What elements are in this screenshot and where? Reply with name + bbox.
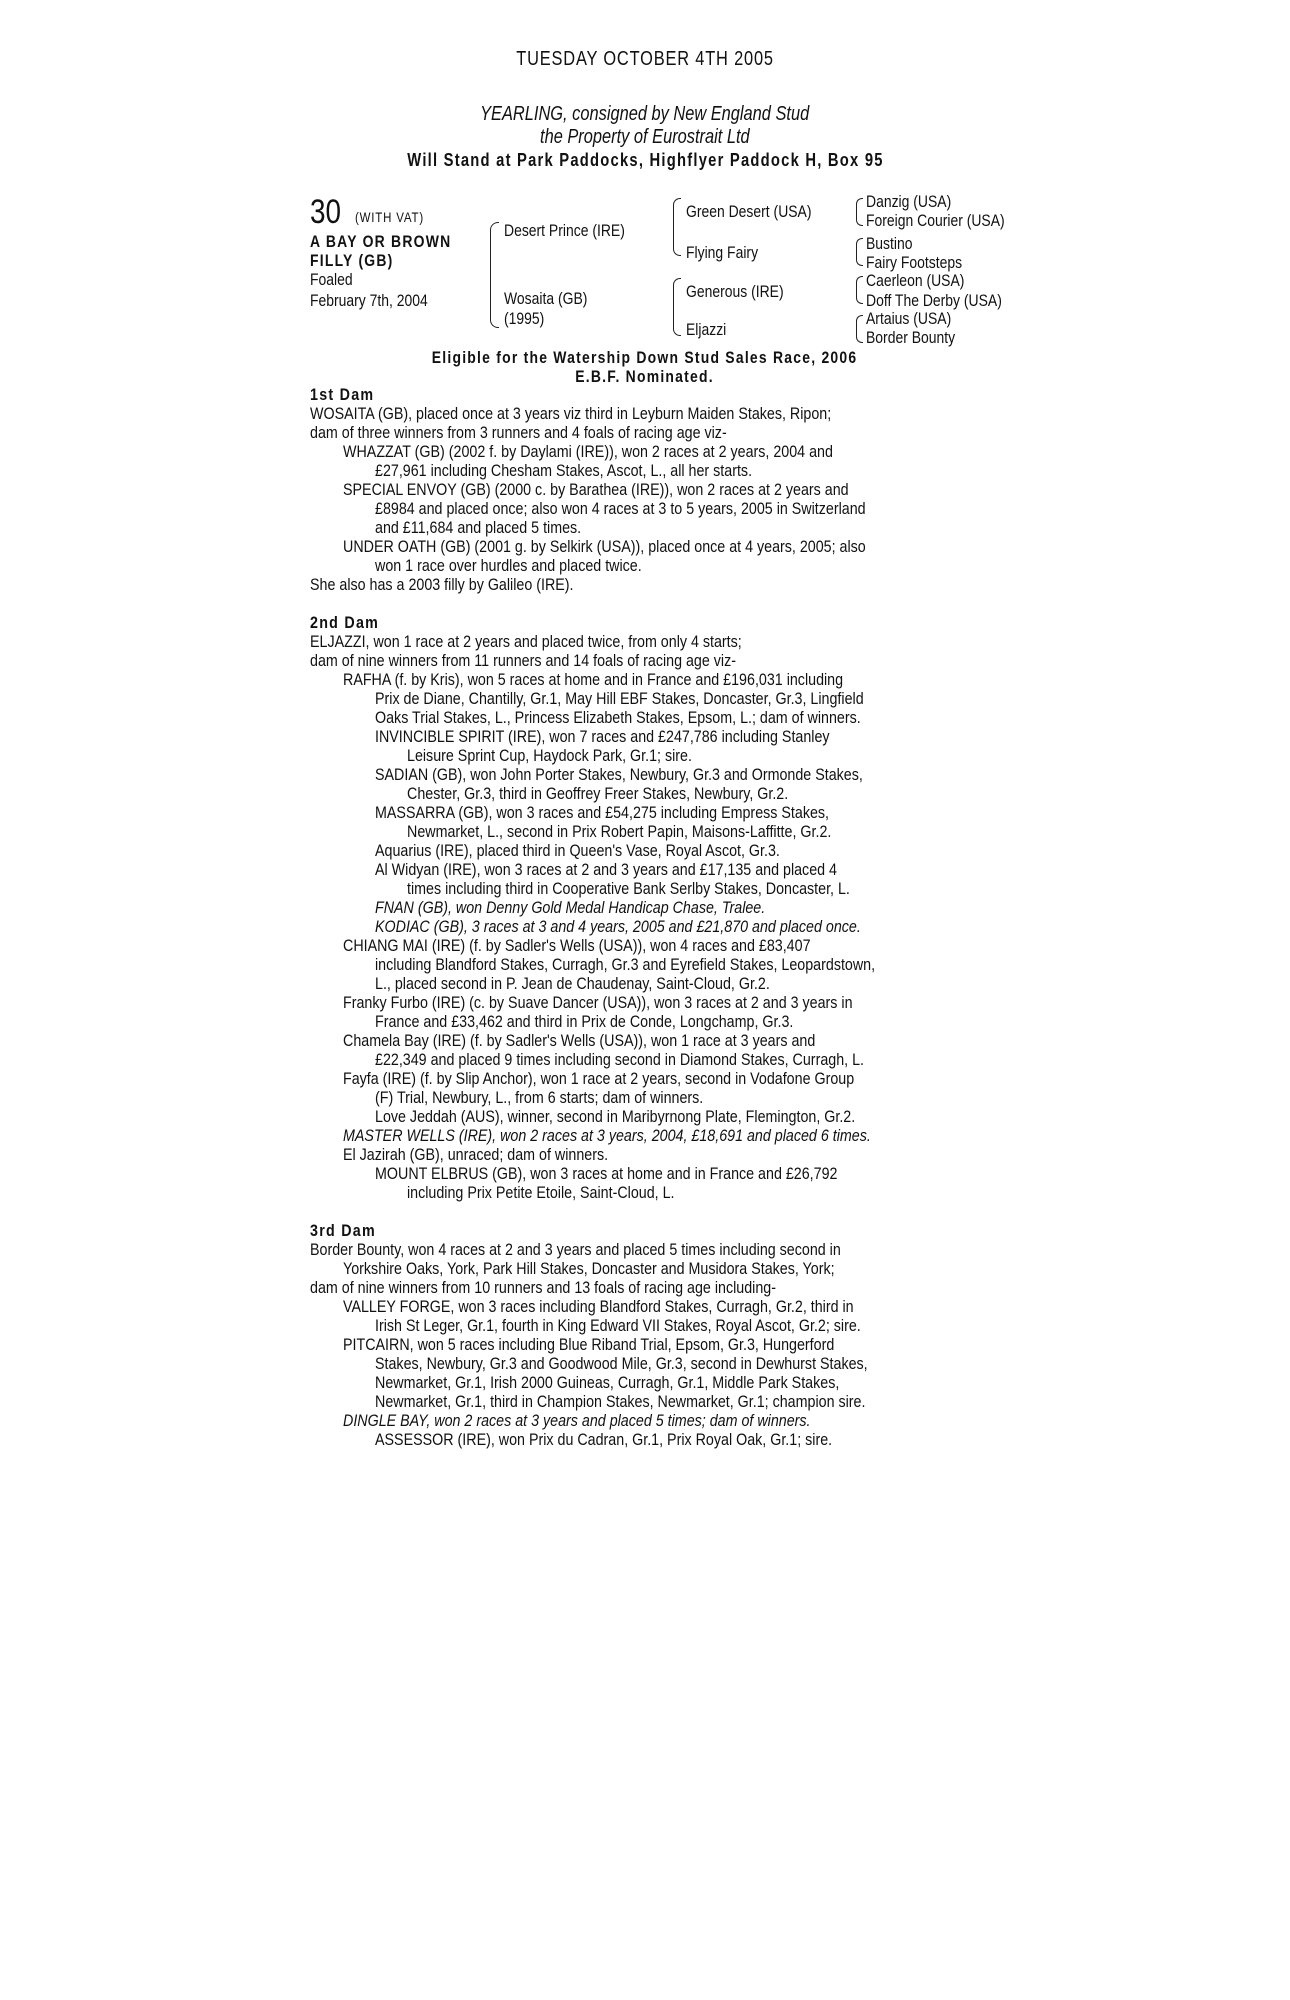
pedigree-g3-1: Danzig (USA) [866, 192, 952, 211]
dam3-line: Border Bounty, won 4 races at 2 and 3 years and placed 5 times including second in [310, 1240, 841, 1259]
stand-location: Will Stand at Park Paddocks, Highflyer Paddock H, Box 95 [406, 150, 884, 170]
pedigree-g3-5: Caerleon (USA) [866, 271, 965, 290]
dam2-line: including Prix Petite Etoile, Saint-Cloud, L. [407, 1183, 675, 1202]
pedigree-brace-dam [673, 278, 681, 336]
pedigree-brace-main [490, 222, 499, 328]
foaled-date: February 7th, 2004 [310, 291, 428, 310]
consignment-line: YEARLING, consigned by New England Stud [480, 103, 810, 125]
dam1-line: won 1 race over hurdles and placed twice. [375, 556, 642, 575]
pedigree-sire-dam: Flying Fairy [686, 243, 759, 262]
dam2-line: MASSARRA (GB), won 3 races and £54,275 including Empress Stakes, [375, 803, 830, 822]
dam2-line: FNAN (GB), won Denny Gold Medal Handicap Chase, Tralee. [375, 898, 766, 917]
dam1-line: WHAZZAT (GB) (2002 f. by Daylami (IRE)), won 2 races at 2 years, 2004 and [343, 442, 833, 461]
dam2-line: Chamela Bay (IRE) (f. by Sadler's Wells (USA)), won 1 race at 3 years and [343, 1031, 816, 1050]
dam2-line: RAFHA (f. by Kris), won 5 races at home and in France and £196,031 including [343, 670, 844, 689]
dam1-line: She also has a 2003 filly by Galileo (IRE). [310, 575, 574, 594]
dam2-line: Al Widyan (IRE), won 3 races at 2 and 3 years and £17,135 and placed 4 [375, 860, 837, 879]
pedigree-g3-8: Border Bounty [866, 328, 956, 347]
dam1-heading: 1st Dam [310, 385, 375, 404]
dam2-line: £22,349 and placed 9 times including second in Diamond Stakes, Curragh, L. [375, 1050, 864, 1069]
dam2-line: times including third in Cooperative Bank Serlby Stakes, Doncaster, L. [407, 879, 850, 898]
dam2-line: Oaks Trial Stakes, L., Princess Elizabeth Stakes, Epsom, L.; dam of winners. [375, 708, 861, 727]
dam2-line: Prix de Diane, Chantilly, Gr.1, May Hill EBF Stakes, Doncaster, Gr.3, Lingfield [375, 689, 864, 708]
dam2-line: Leisure Sprint Cup, Haydock Park, Gr.1; sire. [407, 746, 692, 765]
pedigree-brace-sire [673, 198, 681, 256]
dam2-line: MOUNT ELBRUS (GB), won 3 races at home and in France and £26,792 [375, 1164, 838, 1183]
dam3-heading: 3rd Dam [310, 1221, 376, 1240]
dam2-line: El Jazirah (GB), unraced; dam of winners. [343, 1145, 609, 1164]
dam2-line: Franky Furbo (IRE) (c. by Suave Dancer (USA)), won 3 races at 2 and 3 years in [343, 993, 853, 1012]
pedigree-sire: Desert Prince (IRE) [504, 221, 625, 240]
dam2-line: KODIAC (GB), 3 races at 3 and 4 years, 2005 and £21,870 and placed once. [375, 917, 861, 936]
dam2-line: INVINCIBLE SPIRIT (IRE), won 7 races and £247,786 including Stanley [375, 727, 830, 746]
pedigree-g3-7: Artaius (USA) [866, 309, 952, 328]
dam2-line: Newmarket, L., second in Prix Robert Papin, Maisons-Laffitte, Gr.2. [407, 822, 832, 841]
pedigree-dam: Wosaita (GB) [504, 289, 588, 308]
lot-description-2: FILLY (GB) [310, 251, 394, 270]
dam3-line: DINGLE BAY, won 2 races at 3 years and placed 5 times; dam of winners. [343, 1411, 811, 1430]
dam2-line: France and £33,462 and third in Prix de Conde, Longchamp, Gr.3. [375, 1012, 794, 1031]
dam2-line: Chester, Gr.3, third in Geoffrey Freer Stakes, Newbury, Gr.2. [407, 784, 789, 803]
dam1-line: dam of three winners from 3 runners and 4 foals of racing age viz- [310, 423, 727, 442]
pedigree-sire-sire: Green Desert (USA) [686, 202, 812, 221]
pedigree-g3-3: Bustino [866, 234, 913, 253]
pedigree-dam-year: (1995) [504, 309, 545, 328]
dam3-line: Newmarket, Gr.1, Irish 2000 Guineas, Curragh, Gr.1, Middle Park Stakes, [375, 1373, 840, 1392]
property-line: the Property of Eurostrait Ltd [540, 126, 750, 148]
dam3-line: Yorkshire Oaks, York, Park Hill Stakes, Doncaster and Musidora Stakes, York; [343, 1259, 835, 1278]
dam2-line: MASTER WELLS (IRE), won 2 races at 3 years, 2004, £18,691 and placed 6 times. [343, 1126, 871, 1145]
dam2-line: Fayfa (IRE) (f. by Slip Anchor), won 1 race at 2 years, second in Vodafone Group [343, 1069, 855, 1088]
dam2-line: (F) Trial, Newbury, L., from 6 starts; dam of winners. [375, 1088, 704, 1107]
dam1-line: UNDER OATH (GB) (2001 g. by Selkirk (USA)), placed once at 4 years, 2005; also [343, 537, 866, 556]
foaled-label: Foaled [310, 270, 353, 289]
pedigree-dam-dam: Eljazzi [686, 320, 727, 339]
dam2-line: including Blandford Stakes, Curragh, Gr.3 and Eyrefield Stakes, Leopardstown, [375, 955, 876, 974]
pedigree-brace-gen3-3 [856, 276, 863, 304]
dam1-line: and £11,684 and placed 5 times. [375, 518, 582, 537]
dam2-line: dam of nine winners from 11 runners and 14 foals of racing age viz- [310, 651, 736, 670]
pedigree-g3-6: Doff The Derby (USA) [866, 291, 1002, 310]
dam1-line: £27,961 including Chesham Stakes, Ascot, L., all her starts. [375, 461, 753, 480]
dam1-line: SPECIAL ENVOY (GB) (2000 c. by Barathea (IRE)), won 2 races at 2 years and [343, 480, 849, 499]
dam3-line: PITCAIRN, won 5 races including Blue Riband Trial, Epsom, Gr.3, Hungerford [343, 1335, 835, 1354]
dam1-line: WOSAITA (GB), placed once at 3 years viz third in Leyburn Maiden Stakes, Ripon; [310, 404, 832, 423]
ebf-line: E.B.F. Nominated. [575, 367, 715, 386]
dam3-line: Newmarket, Gr.1, third in Champion Stakes, Newmarket, Gr.1; champion sire. [375, 1392, 866, 1411]
dam3-line: ASSESSOR (IRE), won Prix du Cadran, Gr.1, Prix Royal Oak, Gr.1; sire. [375, 1430, 833, 1449]
dam2-line: SADIAN (GB), won John Porter Stakes, Newbury, Gr.3 and Ormonde Stakes, [375, 765, 863, 784]
pedigree-g3-2: Foreign Courier (USA) [866, 211, 1005, 230]
sale-date: TUESDAY OCTOBER 4TH 2005 [516, 48, 774, 70]
dam2-line: L., placed second in P. Jean de Chaudenay, Saint-Cloud, Gr.2. [375, 974, 770, 993]
lot-description-1: A BAY OR BROWN [310, 232, 452, 251]
lot-number: 30 [310, 193, 342, 231]
dam2-line: Love Jeddah (AUS), winner, second in Maribyrnong Plate, Flemington, Gr.2. [375, 1107, 856, 1126]
dam2-line: ELJAZZI, won 1 race at 2 years and placed twice, from only 4 starts; [310, 632, 742, 651]
dam2-line: CHIANG MAI (IRE) (f. by Sadler's Wells (USA)), won 4 races and £83,407 [343, 936, 811, 955]
dam3-line: Irish St Leger, Gr.1, fourth in King Edward VII Stakes, Royal Ascot, Gr.2; sire. [375, 1316, 861, 1335]
dam2-line: Aquarius (IRE), placed third in Queen's Vase, Royal Ascot, Gr.3. [375, 841, 780, 860]
vat-note: (WITH VAT) [355, 209, 424, 225]
dam3-line: VALLEY FORGE, won 3 races including Blandford Stakes, Curragh, Gr.2, third in [343, 1297, 854, 1316]
eligibility-line: Eligible for the Watership Down Stud Sales Race, 2006 [432, 348, 858, 367]
dam3-line: dam of nine winners from 10 runners and 13 foals of racing age including- [310, 1278, 776, 1297]
pedigree-brace-gen3-1 [856, 198, 863, 226]
dam3-line: Stakes, Newbury, Gr.3 and Goodwood Mile, Gr.3, second in Dewhurst Stakes, [375, 1354, 868, 1373]
dam1-line: £8984 and placed once; also won 4 races at 3 to 5 years, 2005 in Switzerland [375, 499, 866, 518]
family-details [310, 385, 1090, 1449]
pedigree-g3-4: Fairy Footsteps [866, 253, 963, 272]
pedigree-brace-gen3-2 [856, 238, 863, 266]
pedigree-dam-sire: Generous (IRE) [686, 282, 784, 301]
dam2-heading: 2nd Dam [310, 613, 380, 632]
pedigree-brace-gen3-4 [856, 315, 863, 343]
